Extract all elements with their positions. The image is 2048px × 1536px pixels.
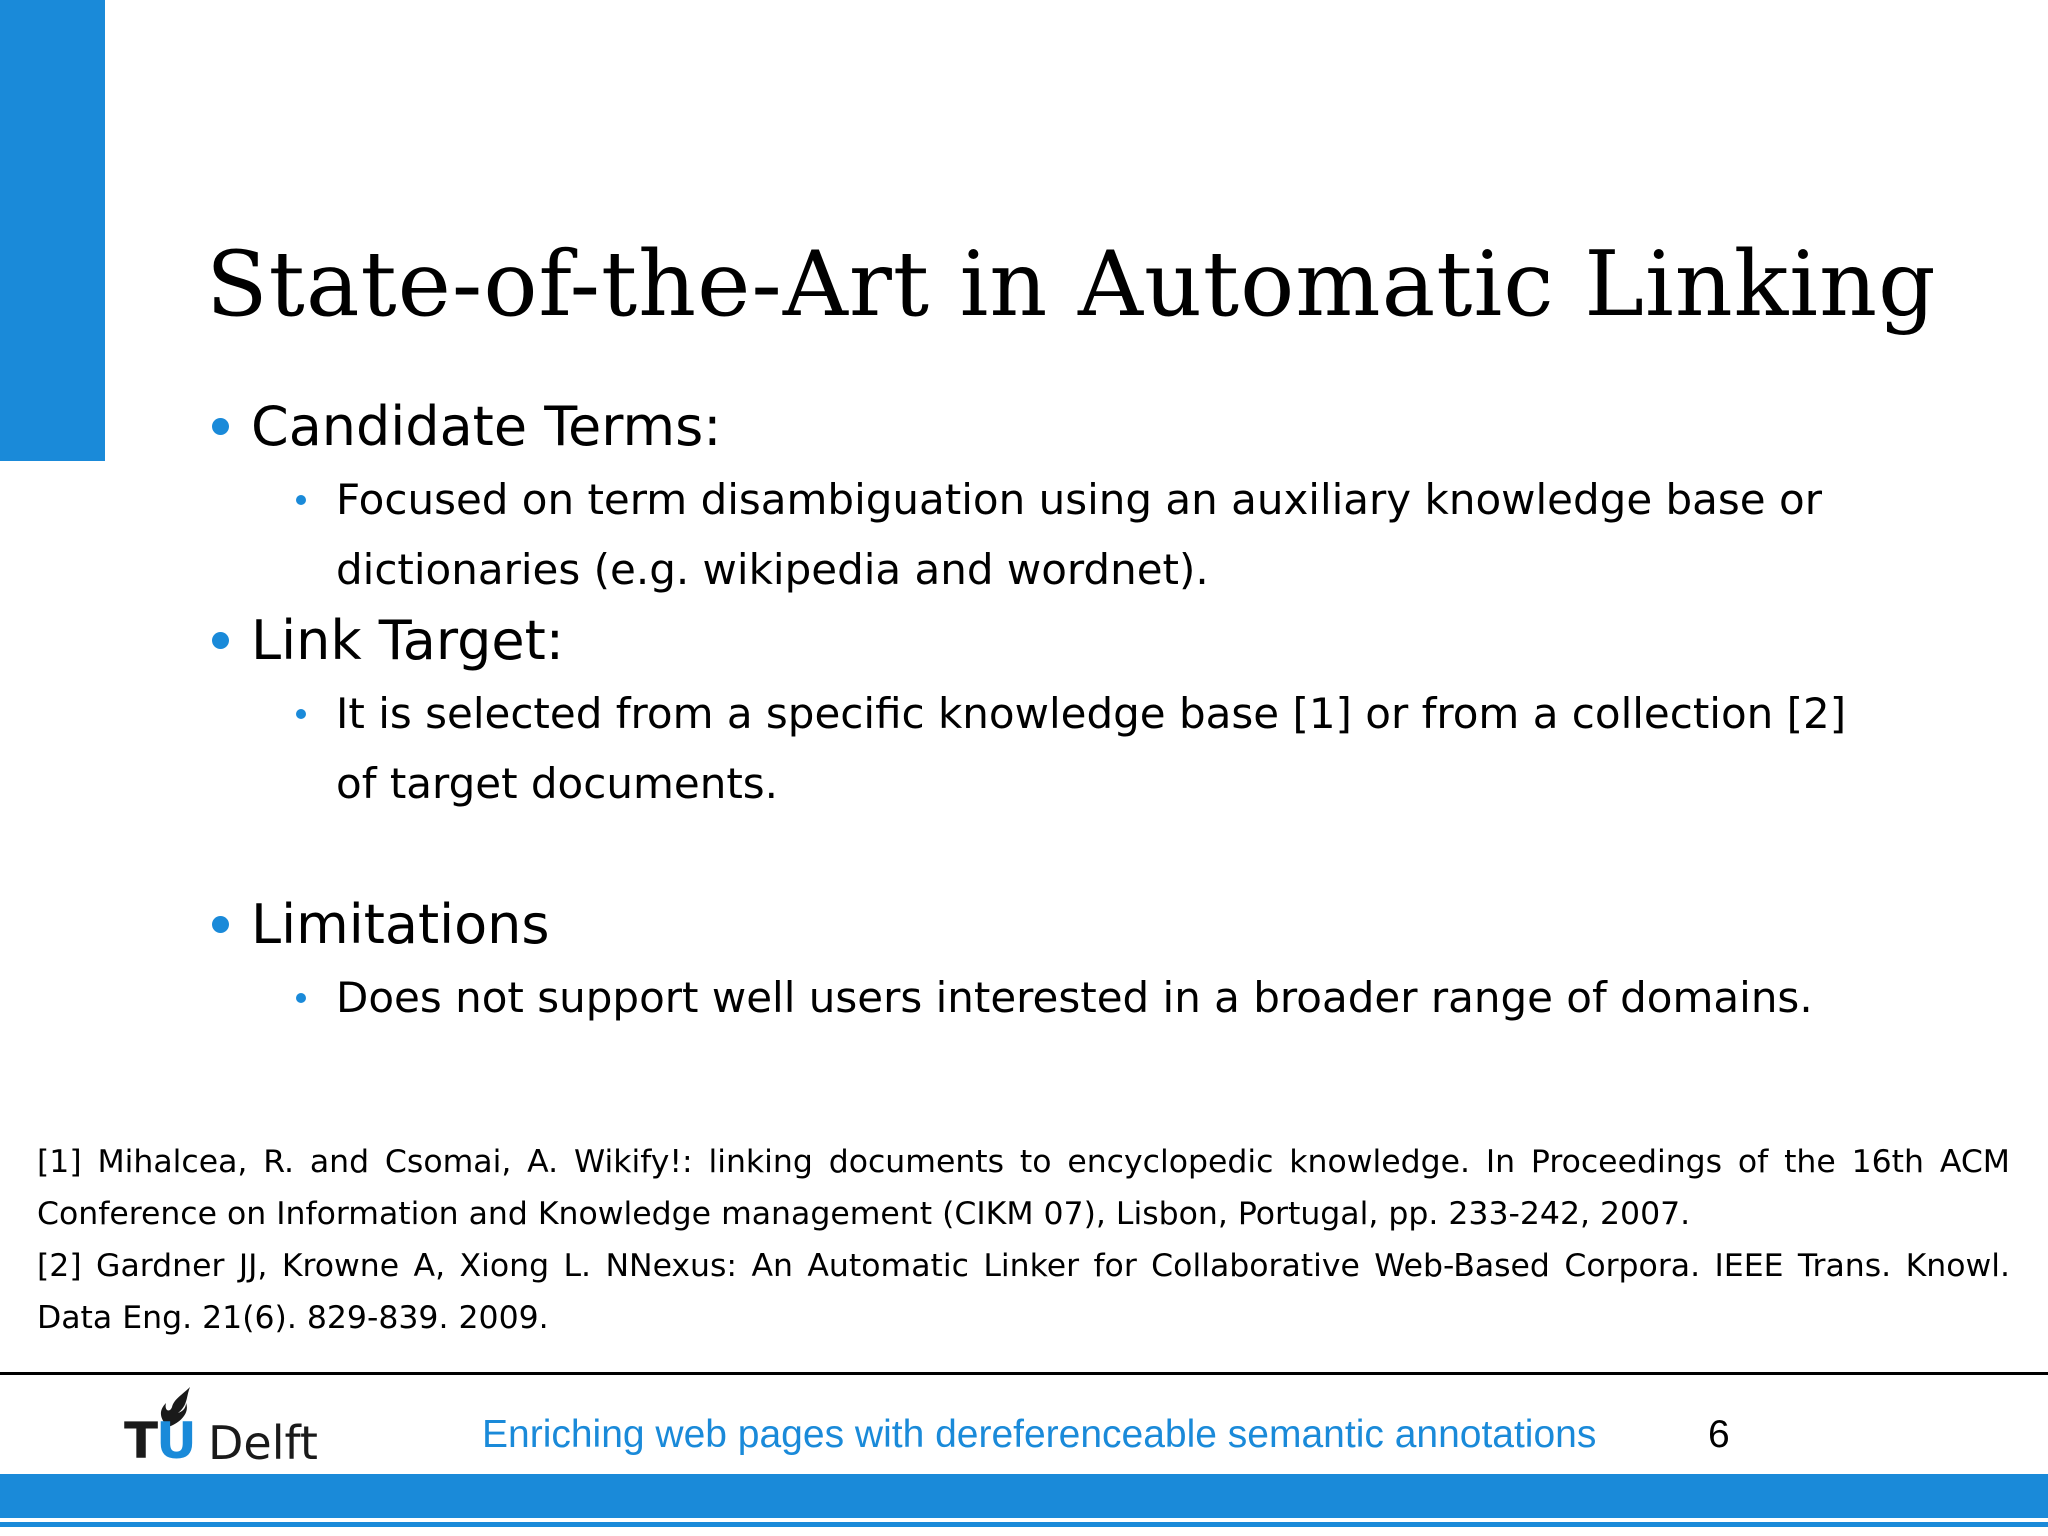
sub-bullet-candidate-terms: Focused on term disambiguation using an auxiliary knowledge base or dictionaries (e.g. wikipedia and wordnet). <box>336 475 1822 594</box>
accent-bar <box>0 0 105 461</box>
footer-line <box>0 1522 2048 1527</box>
bullet-dot-icon <box>212 632 229 649</box>
logo-tu: TU <box>124 1412 195 1470</box>
page-number: 6 <box>1708 1413 1730 1456</box>
sub-bullet-limitations: Does not support well users interested in a broader range of domains. <box>336 973 1813 1022</box>
sub-bullet-dot-icon <box>296 709 306 719</box>
references <box>37 1136 2010 1344</box>
bullet-dot-icon <box>212 916 229 933</box>
sub-bullet-dot-icon <box>296 495 306 505</box>
bullet-candidate-terms: Candidate Terms: <box>251 395 722 458</box>
footer-band <box>0 1474 2048 1518</box>
bullet-dot-icon <box>212 418 229 435</box>
sub-bullet-link-target: It is selected from a specific knowledge base [1] or from a collection [2] of target documents. <box>336 689 1847 808</box>
footer-title: Enriching web pages with dereferenceable semantic annotations <box>482 1413 1597 1456</box>
logo-delft: Delft <box>208 1416 318 1470</box>
tudelft-logo <box>124 1383 334 1473</box>
bullet-link-target: Link Target: <box>251 609 565 672</box>
sub-bullet-dot-icon <box>296 993 306 1003</box>
bullet-limitations: Limitations <box>251 893 550 956</box>
footer-divider <box>0 1372 2048 1375</box>
slide-title: State-of-the-Art in Automatic Linking <box>206 232 1937 337</box>
reference-1: [1] Mihalcea, R. and Csomai, A. Wikify!: linking documents to encyclopedic knowledge. In Proceedings of the 16th ACM Conference on Information and Knowledge management (CIKM 07), Lisbon, Portugal, pp. 233-242, 2007. <box>37 1144 2010 1232</box>
reference-2: [2] Gardner JJ, Krowne A, Xiong L. NNexus: An Automatic Linker for Collaborative Web-Based Corpora. IEEE Trans. Knowl. Data Eng. 21(6). 829-839. 2009. <box>37 1248 2010 1336</box>
